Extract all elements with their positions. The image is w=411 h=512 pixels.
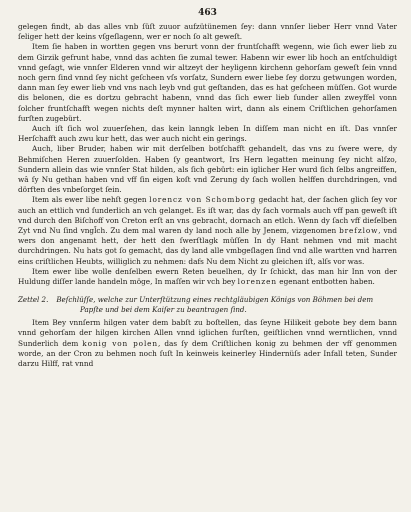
spaced-name: lorencz von Schomborg xyxy=(149,195,257,205)
section-heading-line-1: Beſchlüſſe, welche zur Unterſtützung eines rechtgläubigen Königs von Böhmen bei dem xyxy=(56,295,374,305)
text-run: Item als ewer libe nehſt gegen xyxy=(32,195,150,205)
text-run: , das ſy dem Criſtlichen konig zu behmen der vff genommen worde, an der Cron zu behmen noch ſuſt In keinweis keinerley Hindernüſs ader Infall teten, Sunder darzu Hilff, rat vnnd xyxy=(18,338,397,369)
body-text-top xyxy=(18,22,397,287)
text-run: gedacht hat, der ſachen glich ſey vor auch an ettlich vnd ſunderlich an vch gelanget. Es iſt war, das dy ſach vormals auch vff pan geweſt iſt vnd durch den Biſchoff von Creton erſt an vns gebracht, dornach an etlch. Wenn dy ſach vff dieſelben Zyt vnd Nu ſind vngl̄ch. Zu dem mal waren dy land noch alle by Jenem, vizgenomen xyxy=(18,195,397,236)
section-label: Zettel 2. xyxy=(18,295,49,305)
spaced-name: konig von polen xyxy=(82,338,158,348)
paragraph xyxy=(18,195,397,266)
paragraph xyxy=(18,267,397,287)
body-text-bottom xyxy=(18,318,397,369)
text-run: , vnd wers don angenamt hett, der hett den ſwerſtlagk müſſen In dy Hant nehmen vnd mit macht durchdringen. Nu hats got ſo gemacht, das dy land alle vmbgeſlagen ſind vnd alle wartten vnd harren eins criſtlichen Heubts, williglich zu nehmen: dafs Nu dem Nicht zu gleichen iſt, alſs vor was. xyxy=(18,226,397,266)
paragraph: Item ſie haben in wortten gegen vns berurt vonn der fruntſchafft wegenn, wie ſich ewer lieb zu dem Girzik gefrunt habe, vnnd das achten ſie zumal tewer. Habenn wir ewer lib hoch an entſchuldigt vnnd geſagt, wie vnnſer Elderen vnnd wir altzeyt der heyligenn kirchenn gehorſam geweſt ſein vnnd noch gern ſind vnnd ſey nicht geſcheen vſs vorſatz, Sundern ewer liebe ſey dorzu getwungen worden, dann man ſey ewer lieb vnd vns nach leyb vnd gut geſtanden, das es hat geſcheen müſſen. Got wurde dis belonen, die es dortzu gebracht habenn, vnnd das ſich ewer lieb ſunder allen zweyffel vonn ſolcher fruntſchafft wegen nichts deſt mynner halten wirt, dann als einem Criſtlichen gehorſamen furſten zugebürt. xyxy=(18,42,397,123)
paragraph: gelegen findt, ab das alles vnb ſüſt zuuor aufzütünemen ſey: dann vnnſer lieber Herr vnnd Vater ſeliger hett der keins vſgeſlagenn, wer er noch ſo alt geweſt. xyxy=(18,22,397,42)
paragraph: Auch iſt ſich wol zuuerſehen, das kein lanngk leben In diſſem man nicht en iſt. Das vnnſer Herſchafft auch zwu kur hett, das wer auch nicht ein gerings. xyxy=(18,124,397,144)
spaced-name: lorenzen xyxy=(237,277,277,287)
spaced-name: brefzlow xyxy=(339,226,379,236)
text-run: Item ewer libe wolle denſelben ewern Reten beuelhen, dy Ir ſchickt, das man hir Inn von der Huldung diſſer lande handeln möge, In maſſen wir vch bey xyxy=(18,266,397,287)
paragraph xyxy=(18,318,397,369)
text-run: Item Bey vnnſerm hilgen vater dem babſt zu boſtellen, das ſeyne Hilikeit gebote bey dem bann vnnd gehorſam der hilgen kirchen Allen vnnd iglichen furſten, geiſtlichen vnnd werntlichen, vnnd Sunderlich dem xyxy=(18,318,397,348)
section-heading-line-2: Papſte und bei dem Kaiſer zu beantragen ſind. xyxy=(80,305,247,315)
section-heading xyxy=(18,295,397,315)
page-number: 463 xyxy=(198,8,217,18)
paragraph: Auch, liber Bruder, haben wir mit derſelben botſchafft gehandelt, das vns zu ſwere were, dy Behmiſchen Heren zuuerſolden. Haben ſy geantwort, Irs Hern legatten meinung ſey nicht alſzo, Sundern allein das wie vnnſer Stat hilden, als ſich gebürt: ein iglicher Her wurd ſich ſelbs angreiffen, wâ ſy Nu gethan haben vnd vff ſin eigen koſt vnd Zerung dy ſach wollen helffen durchdringen, vnd dörften des vnbeſorget ſein. xyxy=(18,144,397,195)
text-run: egenant entbotten haben. xyxy=(276,277,375,287)
